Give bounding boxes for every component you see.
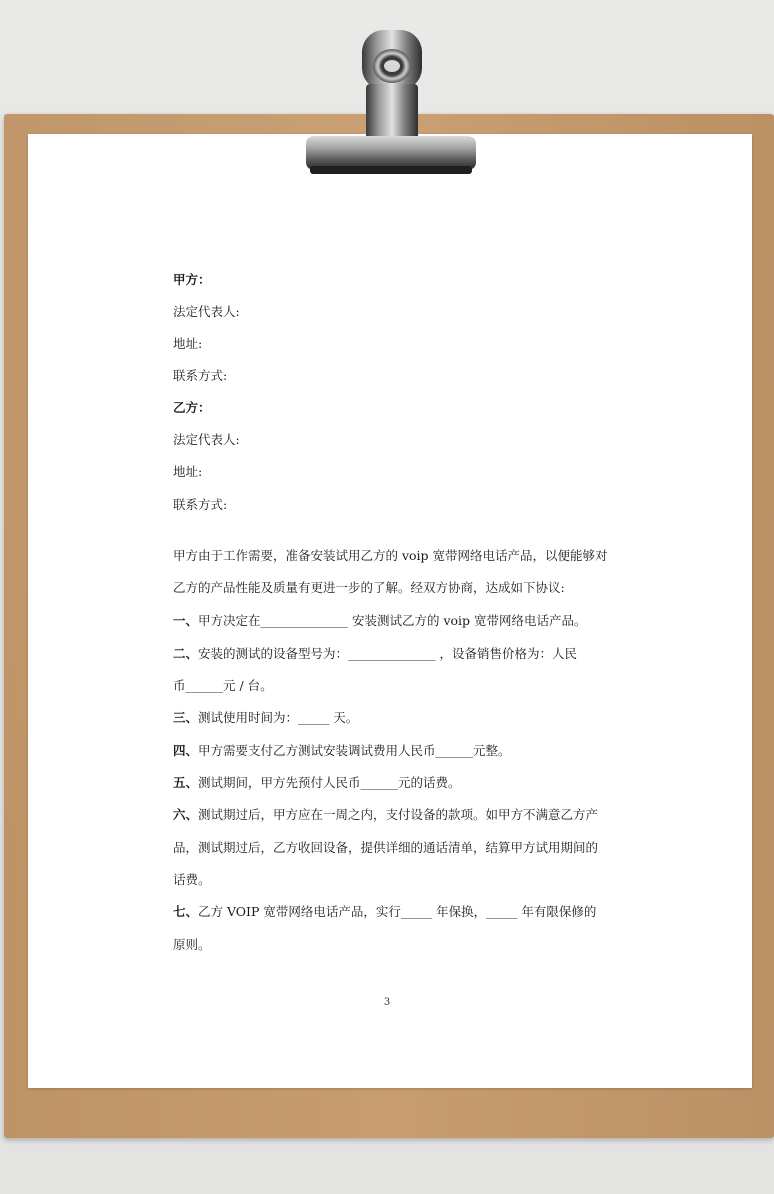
clause-text: 测试期间，甲方先预付人民币______元的话费。 (198, 775, 461, 790)
clause-text: 甲方决定在______________ 安装测试乙方的 voip 宽带网络电话产品。 (198, 613, 587, 628)
clause-7-continued: 原则。 (173, 937, 211, 952)
clause-text: 安装的测试的设备型号为：______________ ，设备销售价格为：人民 (198, 646, 577, 661)
party-b-representative: 法定代表人: (173, 432, 240, 447)
party-a-contact: 联系方式: (173, 368, 228, 383)
binder-clip-icon (296, 26, 486, 180)
party-b-heading: 乙方： (173, 400, 211, 415)
intro-line-2: 乙方的产品性能及质量有更进一步的了解。经双方协商，达成如下协议: (173, 580, 565, 595)
clause-number: 三、 (173, 710, 199, 725)
party-a-representative: 法定代表人: (173, 304, 240, 319)
party-a-heading: 甲方： (173, 272, 211, 287)
party-b-address: 地址: (173, 464, 203, 479)
intro-line-1: 甲方由于工作需要，准备安装试用乙方的 voip 宽带网络电话产品，以便能够对 (173, 548, 608, 563)
clause-text: 测试期过后，甲方应在一周之内，支付设备的款项。如甲方不满意乙方产 (198, 807, 599, 822)
page-number: 3 (383, 997, 391, 1008)
watermark (100, 465, 123, 488)
clause-text: 测试使用时间为：_____ 天。 (198, 710, 359, 725)
clause-2 (173, 644, 577, 664)
party-b-contact: 联系方式: (173, 497, 228, 512)
clause-text: 甲方需要支付乙方测试安装调试费用人民币______元整。 (198, 743, 511, 758)
clause-number: 二、 (173, 646, 199, 661)
clause-text: 乙方 VOIP 宽带网络电话产品，实行_____ 年保换，_____ 年有限保修的 (198, 904, 597, 919)
clause-6 (173, 805, 598, 825)
clause-number: 六、 (173, 807, 199, 822)
clause-number: 一、 (173, 613, 199, 628)
clause-2-continued: 币______元 / 台。 (173, 678, 273, 693)
clause-4 (173, 741, 511, 761)
clause-6-continued: 品，测试期过后，乙方收回设备，提供详细的通话清单，结算甲方试用期间的 (173, 840, 599, 855)
party-a-address: 地址: (173, 336, 203, 351)
clause-6-continued: 话费。 (173, 872, 211, 887)
clause-number: 五、 (173, 775, 199, 790)
clause-3 (173, 708, 358, 728)
clause-number: 七、 (173, 904, 199, 919)
clause-1 (173, 611, 587, 631)
clause-5 (173, 773, 461, 793)
clause-7 (173, 902, 596, 922)
clause-number: 四、 (173, 743, 199, 758)
